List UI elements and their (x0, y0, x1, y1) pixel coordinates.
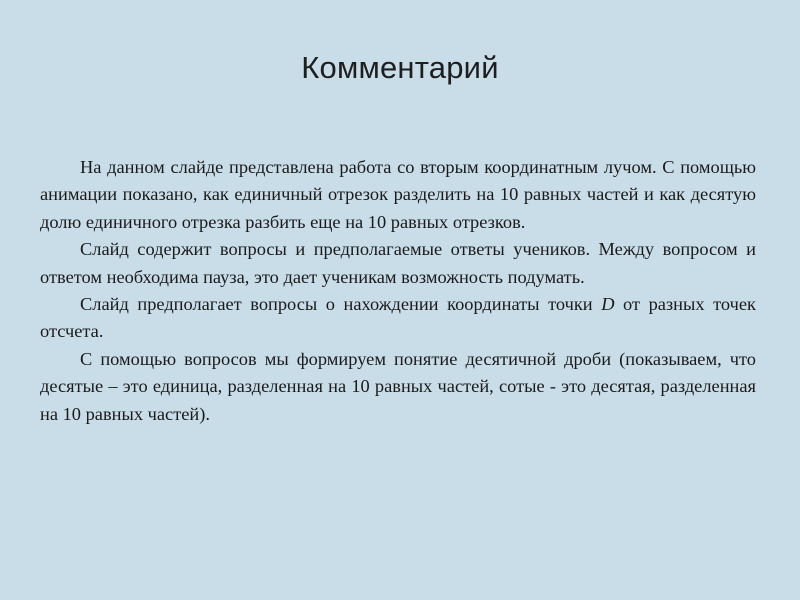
paragraph-3 (40, 291, 756, 346)
paragraph-4: С помощью вопросов мы формируем понятие десятичной дроби (показываем, что десятые – это единица, разделенная на 10 равных частей, сотые - это десятая, разделенная на 10 равных частей). (40, 348, 756, 424)
paragraph-3-before: Слайд предполагает вопросы о нахождении координаты точки (80, 294, 602, 315)
paragraph-2: Слайд содержит вопросы и предполагаемые ответы учеников. Между вопросом и ответом необходима пауза, это дает ученикам возможность подумать. (40, 239, 756, 287)
slide-title: Комментарий (301, 50, 499, 85)
paragraph-3-after: от разных точек отсчета. (40, 294, 756, 342)
paragraph-1: На данном слайде представлена работа со вторым координатным лучом. С помощью анимации показано, как единичный отрезок разделить на 10 равных частей и как десятую долю единичного отрезка разбить еще на 10 равных отрезков. (40, 157, 756, 232)
slide-body (40, 154, 756, 428)
point-d-label: D (601, 294, 615, 315)
